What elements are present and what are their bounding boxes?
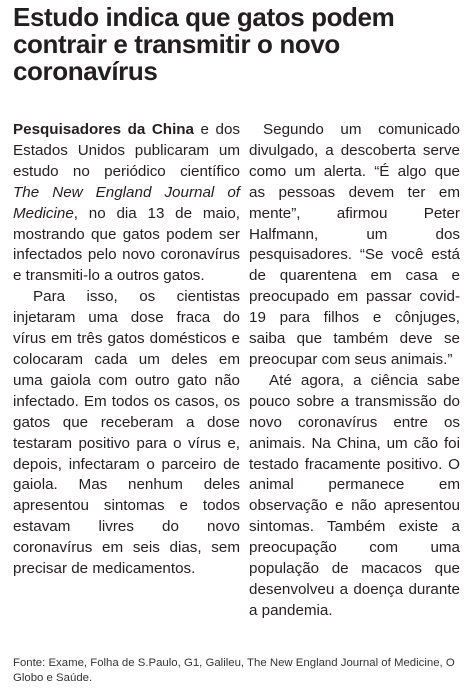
right-column [249, 120, 460, 622]
left-paragraph-2: Para isso, os cientistas injetaram uma dose fraca do vírus em três gatos domésticos e colocaram cada um deles em uma gaiola com outro gato não infectado. Em todos os casos, os gatos que receberam a dose testaram positivo para o vírus e, depois, infectaram o parceiro de gaiola. Mas nenhum deles apresentou sintomas e todos estavam livres do novo coronavírus em seis dias, sem precisar de medicamentos. [13, 288, 240, 578]
journal-name: The New England Journal of Medicine [13, 183, 240, 222]
left-paragraph-1 [13, 120, 240, 287]
left-column [13, 120, 240, 580]
headline: Estudo indica que gatos podem contrair e transmitir o novo coronavírus [13, 2, 395, 86]
left-paragraph-1-text-a: e dos Estados Unidos publicaram um estudo no periódico científico [13, 121, 240, 180]
right-paragraph-1: Segundo um comunicado divulgado, a descoberta serve como um alerta. “É algo que as pessoas devem ter em mente”, afirmou Peter Halfmann, um dos pesquisadores. “Se você está de quarentena em casa e preocupado em passar covid-19 para filhos e cônjuges, saiba que também deve se preocupar com seus animais.” [249, 121, 460, 368]
left-paragraph-1-text-b: , no dia 13 de maio, mostrando que gatos podem ser infectados pelo novo coronavírus e transmiti-lo a outros gatos. [13, 204, 240, 285]
right-paragraph-2: Até agora, a ciência sabe pouco sobre a transmissão do novo coronavírus entre os animais. Na China, um cão foi testado fracamente positivo. O animal permanece em observação e não apresentou sintomas. Também existe a preocupação com uma população de macacos que desenvolveu a doença durante a pandemia. [249, 371, 460, 619]
lead-in: Pesquisadores da China [13, 121, 195, 138]
sources-footer: Fonte: Exame, Folha de S.Paulo, G1, Galileu, The New England Journal of Medicine, O Globo e Saúde. [13, 657, 455, 684]
